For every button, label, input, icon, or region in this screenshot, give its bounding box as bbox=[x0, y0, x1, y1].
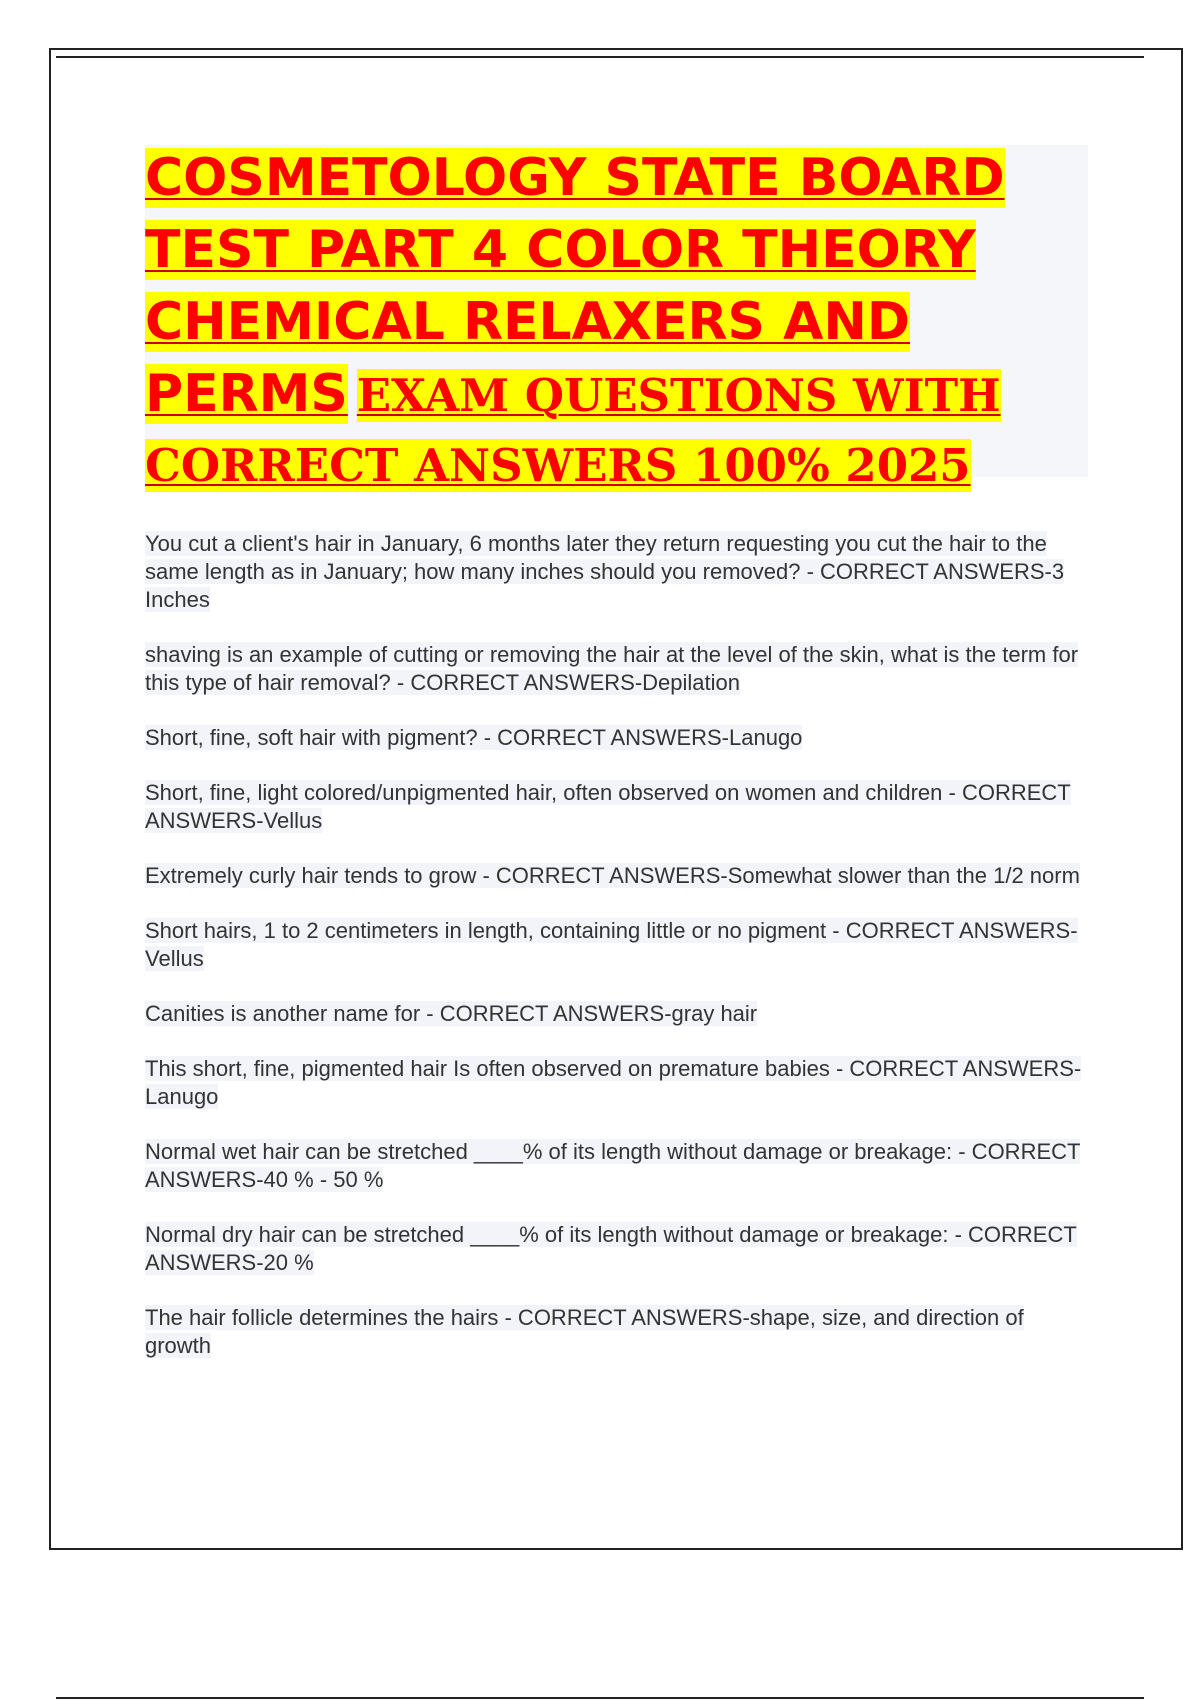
qa-text: Short hairs, 1 to 2 centimeters in length, containing little or no pigment - CORRECT ANSWERS-Vellus bbox=[145, 918, 1078, 971]
title-block bbox=[145, 145, 1088, 492]
title-sub: EXAM QUESTIONS WITH CORRECT ANSWERS 100% 2025 bbox=[145, 369, 1001, 492]
qa-item bbox=[145, 1304, 1095, 1360]
qa-item bbox=[145, 862, 1095, 890]
qa-list bbox=[145, 530, 1095, 1387]
title-main: COSMETOLOGY STATE BOARD TEST PART 4 COLOR THEORY CHEMICAL RELAXERS AND PERMS bbox=[145, 148, 1005, 424]
qa-item bbox=[145, 1138, 1095, 1194]
qa-item bbox=[145, 1055, 1095, 1111]
qa-text: The hair follicle determines the hairs - CORRECT ANSWERS-shape, size, and direction of growth bbox=[145, 1305, 1024, 1358]
top-rule bbox=[56, 56, 1144, 58]
qa-text: This short, fine, pigmented hair Is often observed on premature babies - CORRECT ANSWERS-Lanugo bbox=[145, 1056, 1082, 1109]
qa-item bbox=[145, 1000, 1095, 1028]
qa-item bbox=[145, 724, 1095, 752]
qa-text: Extremely curly hair tends to grow - CORRECT ANSWERS-Somewhat slower than the 1/2 norm bbox=[145, 863, 1080, 888]
qa-text: Short, fine, soft hair with pigment? - CORRECT ANSWERS-Lanugo bbox=[145, 725, 803, 750]
qa-text: Canities is another name for - CORRECT ANSWERS-gray hair bbox=[145, 1001, 758, 1026]
qa-item bbox=[145, 530, 1095, 614]
document-title bbox=[145, 145, 1088, 503]
qa-text: You cut a client's hair in January, 6 months later they return requesting you cut the hair to the same length as in January; how many inches should you removed? - CORRECT ANSWERS-3 Inches bbox=[145, 531, 1065, 612]
qa-text: shaving is an example of cutting or removing the hair at the level of the skin, what is the term for this type of hair removal? - CORRECT ANSWERS-Depilation bbox=[145, 642, 1079, 695]
bottom-rule bbox=[56, 1697, 1144, 1699]
qa-item bbox=[145, 641, 1095, 697]
qa-text: Short, fine, light colored/unpigmented hair, often observed on women and children - CORRECT ANSWERS-Vellus bbox=[145, 780, 1071, 833]
qa-item bbox=[145, 1221, 1095, 1277]
qa-item bbox=[145, 917, 1095, 973]
qa-text: Normal wet hair can be stretched ____% of its length without damage or breakage: - CORRECT ANSWERS-40 % - 50 % bbox=[145, 1139, 1081, 1192]
qa-text: Normal dry hair can be stretched ____% of its length without damage or breakage: - CORRECT ANSWERS-20 % bbox=[145, 1222, 1077, 1275]
qa-item bbox=[145, 779, 1095, 835]
